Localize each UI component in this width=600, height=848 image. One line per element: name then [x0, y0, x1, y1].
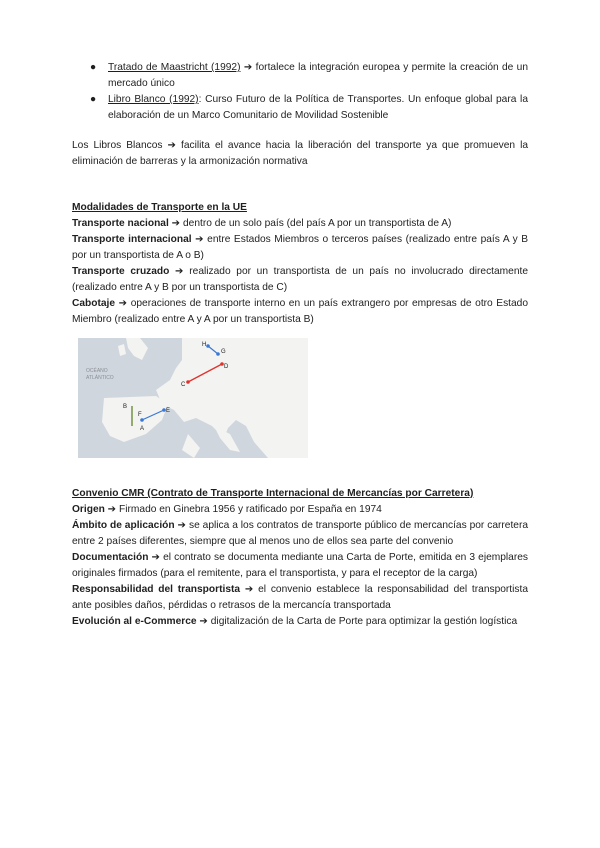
point-g [216, 352, 220, 356]
label-a: A [140, 426, 145, 432]
label-g: G [221, 349, 226, 355]
document-page [72, 60, 528, 630]
term: Transporte nacional [72, 218, 169, 229]
label-h: H [202, 342, 207, 348]
term: Documentación [72, 552, 149, 563]
arrow: ➔ [243, 62, 253, 73]
definition: ➔ el contrato se documenta mediante una Carta de Porte, emitida en 3 ejemplares originales firmados (para el remitente, para el transportista, y para el receptor de la carga) [72, 552, 528, 579]
bullet-text: fortalece la integración europea y permite la creación de un mercado único [108, 62, 528, 89]
point-f [140, 418, 144, 422]
cmr-item [72, 518, 528, 550]
label-b: B [123, 404, 128, 410]
definition: ➔ operaciones de transporte interno en un país extrangero por empresas de otro Estado Miembro (realizado entre A y A por un transportista B) [72, 298, 528, 325]
label-f: F [138, 412, 142, 418]
cmr-item [72, 614, 528, 630]
bullet-dot: ● [90, 62, 97, 73]
list-item [90, 92, 528, 124]
europe-transport-map [78, 338, 308, 458]
term: Origen [72, 504, 105, 515]
definition: ➔ se aplica a los contratos de transporte público de mercancías por carretera entre 2 países diferentes, siempre que al menos uno de ellos sea parte del convenio [72, 520, 528, 547]
list-item [90, 60, 528, 92]
label-c: C [181, 382, 186, 388]
definition: ➔ dentro de un solo país (del país A por un transportista de A) [168, 218, 452, 229]
section-heading-cmr: Convenio CMR (Contrato de Transporte Internacional de Mercancías por Carretera) [72, 488, 474, 499]
term: Ámbito de aplicación [72, 520, 175, 531]
cmr-item [72, 502, 528, 518]
libros-blancos-paragraph: Los Libros Blancos ➔ facilita el avance hacia la liberación del transporte ya que promueven la eliminación de barreras y la armonización normativa [72, 140, 528, 167]
label-e: E [166, 408, 171, 414]
bullet-text: : Curso Futuro de la Política de Transportes. Un enfoque global para la elaboración de un Marco Comunitario de Movilidad Sostenible [108, 94, 528, 121]
cmr-item [72, 582, 528, 614]
link-maastricht[interactable]: Tratado de Maastricht (1992) [108, 62, 241, 73]
definition: ➔ realizado por un transportista de un país no involucrado directamente (realizado entre A y B por un transportista de C) [72, 266, 528, 293]
bullet-dot: ● [90, 94, 97, 105]
definition: ➔ digitalización de la Carta de Porte para optimizar la gestión logística [196, 616, 518, 627]
term: Transporte cruzado [72, 266, 170, 277]
ocean-label-line2: ATLÁNTICO [86, 375, 114, 381]
modalidad-item [72, 264, 528, 296]
term: Transporte internacional [72, 234, 192, 245]
definition: ➔ entre Estados Miembros o terceros países (realizado entre país A y B por un transportista de A o B) [72, 234, 528, 261]
definition: ➔ el convenio establece la responsabilidad del transportista ante posibles daños, pérdidas o retrasos de la mercancía transportada [72, 584, 528, 611]
cmr-item [72, 550, 528, 582]
definition: ➔ Firmado en Ginebra 1956 y ratificado por España en 1974 [104, 504, 382, 515]
section-heading-modalidades: Modalidades de Transporte en la UE [72, 202, 247, 213]
modalidad-item [72, 216, 528, 232]
link-libro-blanco[interactable]: Libro Blanco (1992) [108, 94, 199, 105]
ocean-label-line1: OCÉANO [86, 368, 108, 374]
label-d: D [224, 364, 229, 370]
term: Responsabilidad del transportista [72, 584, 241, 595]
modalidad-item [72, 296, 528, 328]
point-c [186, 380, 190, 384]
modalidad-item [72, 232, 528, 264]
term: Cabotaje [72, 298, 116, 309]
bullet-list [72, 60, 528, 124]
term: Evolución al e-Commerce [72, 616, 197, 627]
point-h [206, 344, 210, 348]
